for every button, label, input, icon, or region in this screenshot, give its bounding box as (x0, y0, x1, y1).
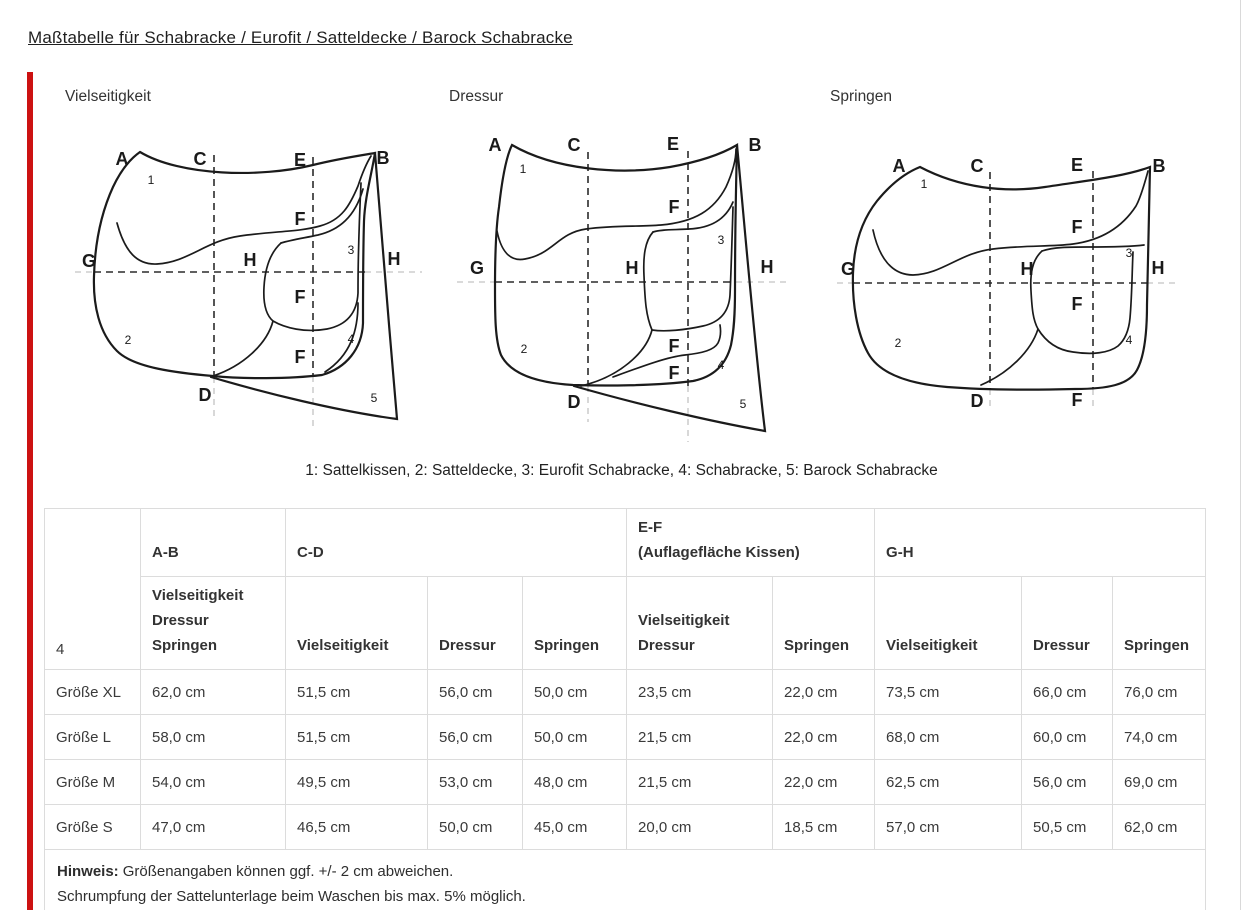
value-cell: 53,0 cm (428, 760, 523, 805)
label-F-top: F (1071, 217, 1083, 237)
col-group-ef-label: E-F (638, 519, 663, 536)
label-D: D (198, 385, 212, 405)
label-F-low: F (294, 347, 306, 367)
label-H-mid: H (625, 258, 639, 278)
satteldecke-outline (495, 145, 737, 386)
schabracke-bottom-curve (613, 325, 721, 377)
value-cell: 60,0 cm (1022, 715, 1113, 760)
table-row (45, 670, 1206, 715)
label-F-bottom: F (1071, 390, 1083, 410)
note-bold-label: Hinweis: (57, 863, 119, 880)
label-B: B (376, 148, 390, 168)
diagram-dressur (455, 125, 795, 455)
label-D: D (567, 392, 581, 412)
num-2: 2 (520, 342, 528, 356)
diagram-legend: 1: Sattelkissen, 2: Satteldecke, 3: Eurofit Schabracke, 4: Schabracke, 5: Barock Schabracke (305, 462, 938, 479)
value-cell: 56,0 cm (428, 670, 523, 715)
value-cell: 50,0 cm (523, 670, 627, 715)
table-row (45, 760, 1206, 805)
label-C: C (567, 135, 581, 155)
subheader-line: Dressur (439, 637, 496, 654)
col-group-ab (141, 509, 286, 577)
page-right-border (1240, 0, 1241, 910)
col-group-cd (286, 509, 627, 577)
subheader-cd-vielseitigkeit (286, 577, 428, 670)
label-A: A (488, 135, 502, 155)
value-cell: 45,0 cm (523, 805, 627, 850)
label-C: C (970, 156, 984, 176)
label-A: A (115, 149, 129, 169)
value-cell: 69,0 cm (1113, 760, 1206, 805)
value-cell: 21,5 cm (627, 715, 773, 760)
num-3: 3 (1125, 246, 1133, 260)
row-label: Größe XL (45, 670, 141, 715)
label-F-top: F (668, 197, 680, 217)
col-group-ab-label: A-B (152, 544, 179, 561)
label-B: B (748, 135, 762, 155)
label-B: B (1152, 156, 1166, 176)
value-cell: 50,5 cm (1022, 805, 1113, 850)
diagram-title-vielseitigkeit: Vielseitigkeit (65, 88, 151, 105)
subheader-cd-dressur (428, 577, 523, 670)
value-cell: 48,0 cm (523, 760, 627, 805)
value-cell: 18,5 cm (773, 805, 875, 850)
value-cell: 50,0 cm (523, 715, 627, 760)
diagram-title-springen: Springen (830, 88, 893, 105)
satteldecke-outline (94, 152, 375, 378)
value-cell: 56,0 cm (428, 715, 523, 760)
value-cell: 22,0 cm (773, 715, 875, 760)
value-cell: 74,0 cm (1113, 715, 1206, 760)
value-cell: 58,0 cm (141, 715, 286, 760)
value-cell: 20,0 cm (627, 805, 773, 850)
num-2: 2 (124, 333, 132, 347)
value-cell: 46,5 cm (286, 805, 428, 850)
value-cell: 54,0 cm (141, 760, 286, 805)
subheader-line: Vielseitigkeit (297, 637, 389, 654)
col-group-cd-label: C-D (297, 544, 324, 561)
value-cell: 21,5 cm (627, 760, 773, 805)
table-corner-cell: 4 (45, 509, 141, 670)
subheader-line: Springen (152, 637, 218, 654)
value-cell: 51,5 cm (286, 715, 428, 760)
label-E: E (666, 134, 680, 154)
subheader-line: Dressur (1033, 637, 1090, 654)
row-label: Größe S (45, 805, 141, 850)
subheader-gh-springen (1113, 577, 1206, 670)
label-G: G (469, 258, 485, 278)
eurofit-bottom-curve (652, 207, 733, 331)
subheader-line: Springen (784, 637, 850, 654)
subheader-ef-vielseitigkeit-dressur (627, 577, 773, 670)
subheader-line: Dressur (152, 612, 209, 629)
value-cell: 49,5 cm (286, 760, 428, 805)
num-3: 3 (347, 243, 355, 257)
label-H-right: H (387, 249, 401, 269)
num-4: 4 (347, 332, 355, 346)
col-group-ef-sublabel: (Auflagefläche Kissen) (638, 544, 800, 561)
red-accent-bar (27, 72, 33, 910)
col-group-gh (875, 509, 1206, 577)
value-cell: 62,0 cm (1113, 805, 1206, 850)
row-label: Größe M (45, 760, 141, 805)
num-3: 3 (717, 233, 725, 247)
label-G: G (840, 259, 856, 279)
schabracke-bottom-curve (1038, 252, 1133, 353)
value-cell: 23,5 cm (627, 670, 773, 715)
note-row (45, 850, 1206, 910)
subheader-line: Springen (534, 637, 600, 654)
subheader-gh-vielseitigkeit (875, 577, 1022, 670)
value-cell: 76,0 cm (1113, 670, 1206, 715)
label-F-mid: F (1071, 294, 1083, 314)
label-H-right: H (1151, 258, 1165, 278)
table-row (45, 715, 1206, 760)
num-1: 1 (519, 162, 527, 176)
label-F-low: F (668, 363, 680, 383)
label-G: G (81, 251, 97, 271)
label-A: A (892, 156, 906, 176)
sattelkissen-curve (497, 149, 736, 259)
label-H-mid: H (1020, 259, 1034, 279)
value-cell: 47,0 cm (141, 805, 286, 850)
value-cell: 51,5 cm (286, 670, 428, 715)
value-cell: 22,0 cm (773, 760, 875, 805)
subheader-line: Vielseitigkeit (886, 637, 978, 654)
subheader-ab-all (141, 577, 286, 670)
note-line1: Größenangaben können ggf. +/- 2 cm abweichen. (122, 863, 454, 880)
subheader-ef-springen (773, 577, 875, 670)
label-F-mid: F (668, 336, 680, 356)
num-5: 5 (370, 391, 378, 405)
label-H-right: H (760, 257, 774, 277)
value-cell: 66,0 cm (1022, 670, 1113, 715)
value-cell: 73,5 cm (875, 670, 1022, 715)
table-row (45, 805, 1206, 850)
subheader-cd-springen (523, 577, 627, 670)
size-table (44, 508, 1206, 910)
value-cell: 56,0 cm (1022, 760, 1113, 805)
col-group-gh-label: G-H (886, 544, 914, 561)
subheader-line: Vielseitigkeit (152, 587, 244, 604)
num-4: 4 (1125, 333, 1133, 347)
note-cell (45, 850, 1206, 910)
label-E: E (293, 150, 307, 170)
subheader-line: Dressur (638, 637, 695, 654)
page-title: Maßtabelle für Schabracke / Eurofit / Satteldecke / Barock Schabracke (28, 28, 573, 47)
value-cell: 22,0 cm (773, 670, 875, 715)
label-F-mid: F (294, 287, 306, 307)
barock-outline (211, 153, 397, 419)
value-cell: 50,0 cm (428, 805, 523, 850)
col-group-ef (627, 509, 875, 577)
eurofit-top-curve (281, 189, 363, 243)
row-label: Größe L (45, 715, 141, 760)
label-H-mid: H (243, 250, 257, 270)
subheader-line: Vielseitigkeit (638, 612, 730, 629)
satteldecke-outline (853, 167, 1150, 390)
center-s-curve (581, 232, 653, 386)
num-2: 2 (894, 336, 902, 350)
label-C: C (193, 149, 207, 169)
value-cell: 68,0 cm (875, 715, 1022, 760)
label-F-top: F (294, 209, 306, 229)
num-1: 1 (147, 173, 155, 187)
num-4: 4 (717, 358, 725, 372)
diagram-vielseitigkeit (75, 125, 445, 445)
sattelkissen-curve (873, 171, 1148, 275)
num-5: 5 (739, 397, 747, 411)
note-line2: Schrumpfung der Sattelunterlage beim Waschen bis max. 5% möglich. (57, 888, 526, 905)
subheader-gh-dressur (1022, 577, 1113, 670)
num-1: 1 (920, 177, 928, 191)
diagram-title-dressur: Dressur (449, 88, 504, 105)
subheader-line: Springen (1124, 637, 1190, 654)
value-cell: 62,5 cm (875, 760, 1022, 805)
value-cell: 62,0 cm (141, 670, 286, 715)
value-cell: 57,0 cm (875, 805, 1022, 850)
label-E: E (1070, 155, 1084, 175)
diagram-springen (835, 125, 1180, 425)
label-D: D (970, 391, 984, 411)
